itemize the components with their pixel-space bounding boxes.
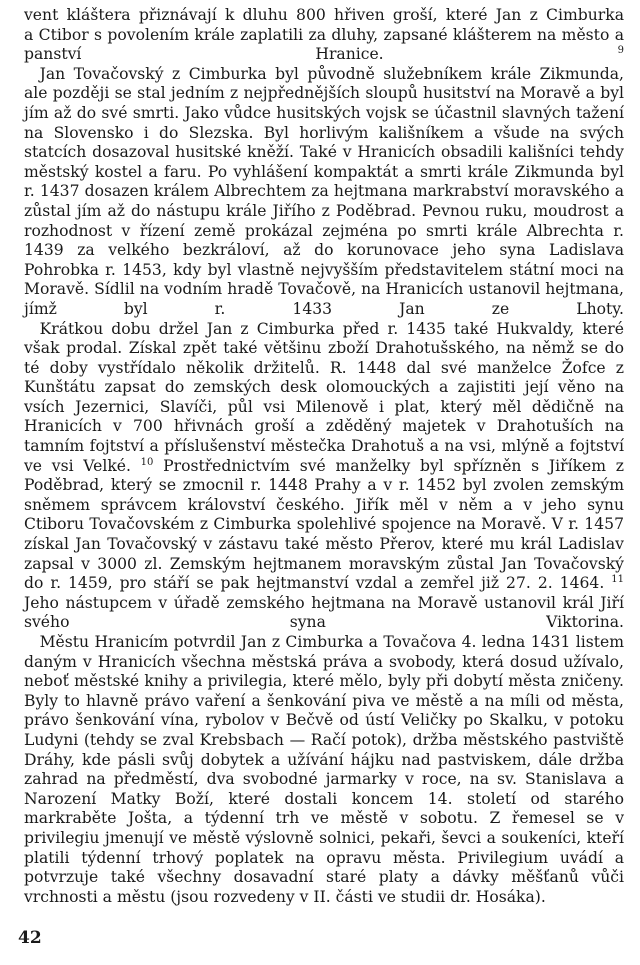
paragraph-4-text: Městu Hranicím potvrdil Jan z Cimburka a Tovačova 4. ledna 1431 listem daným v Hranicích všechna městská práva a svobody, která dosud užívalo, neboť městské knihy a privilegia, které mělo, byly při dobytí města zničeny. Byly to hlavně právo vaření a šenkování piva ve městě a na míli od města, právo šenkování vína, rybolov v Bečvě od ústí Veličky po Skalku, v potoku Ludyni (tehdy se zval Krebsbach — Račí potok), držba městského pastviště Dráhy, kde pásli svůj dobytek a užívání hájku nad pastviskem, dále držba zahrad na předměstí, dva svobodné jarmarky v roce, na sv. Stanislava a Narození Matky Boží, které dostali koncem 14. století od starého markraběte Jošta, a týdenní trh ve městě v sobotu. Z řemesel se v privilegiu jmenují ve městě výslovně solnici, pekaři, ševci a soukeníci, kteří platili týdenní trhový poplatek na opravu města. Privilegium uvádí a potvrzuje také všechny dosavadní staré platy a dávky měšťanů vůči vrchnosti a městu (jsou rozvedeny v II. části ve studii dr. Hosáka). [24,633,624,906]
paragraph-3-continuation-2: Jeho nástupcem v úřadě zemského hejtmana na Moravě ustanovil král Jiří svého syna Viktorina. [24,593,624,632]
paragraph-4 [24,633,624,907]
body-text [24,6,624,907]
footnote-ref-10: 10 [140,456,154,468]
paragraph-1-text: vent kláštera přiznávají k dluhu 800 hřiven groší, které Jan z Cimburka a Ctibor s povolením krále zaplatili za dluhy, zapsané klášterem na město a panství Hranice. [24,6,624,64]
paragraph-3-text: Krátkou dobu držel Jan z Cimburka před r. 1435 také Hukvaldy, které však prodal. Získal zpět také většinu zboží Drahotušského, na němž se do té doby vystřídalo několik držitelů. R. 1448 dal své manželce Žofce z Kunštátu zapsat do zemských desk olomouckých a zajistiti její věno na vsích Jezernici, Slavíči, půl vsi Milenově i plat, který měl dědičně na Hranicích v 700 hřivnách groší a zděděný majetek v Drahotuších na tamním fojtství a příslušenství městečka Drahotuš a na vsi, mlýně a fojtství ve vsi Velké. [24,319,624,475]
paragraph-3 [24,320,624,634]
paragraph-2-text: Jan Tovačovský z Cimburka byl původně služebníkem krále Zikmunda, ale později se stal jedním z nejpřednějších sloupů husitství na Moravě a byl jím až do své smrti. Jako vůdce husitských vojsk se účastnil slavných tažení na Slovensko i do Slezska. Byl horlivým kališníkem a všude na svých statcích dosazoval husitské kněží. Také v Hranicích obsadili kališníci tehdy městský kostel a faru. Po vyhlášení kompaktát a smrti krále Zikmunda byl r. 1437 dosazen králem Albrechtem za hejtmana markrabství moravského a zůstal jím až do nástupu krále Jiřího z Poděbrad. Pevnou ruku, moudrost a rozhodnost v řízení země prokázal zejména po smrti krále Albrechta r. 1439 za velkého bezkráloví, až do korunovace jeho syna Ladislava Pohrobka r. 1453, kdy byl vlastně nejvyšším představitelem státní moci na Moravě. Sídlil na vodním hradě Tovačově, na Hranicích ustanovil hejtmana, jímž byl r. 1433 Jan ze Lhoty. [24,64,624,318]
paragraph-2 [24,65,624,320]
paragraph-3-continuation: Prostřednictvím své manželky byl spřízněn s Jiříkem z Poděbrad, který se zmocnil r. 1448 Prahy a v r. 1452 byl zvolen zemským sněmem správcem království českého. Jiřík měl v něm a v jeho synu Ctiboru Tovačovském z Cimburka spolehlivé spojence na Moravě. V r. 1457 získal Jan Tovačovský v zástavu také město Přerov, které mu král Ladislav zapsal v 3000 zl. Zemským hejtmanem moravským zůstal Jan Tovačovský do r. 1459, pro stáří se pak hejtmanství vzdal a zemřel již 27. 2. 1464. [24,456,624,593]
footnote-ref-11: 11 [611,574,624,586]
page-number: 42 [18,928,42,948]
footnote-ref-9: 9 [617,45,624,56]
paragraph-1 [24,6,624,65]
